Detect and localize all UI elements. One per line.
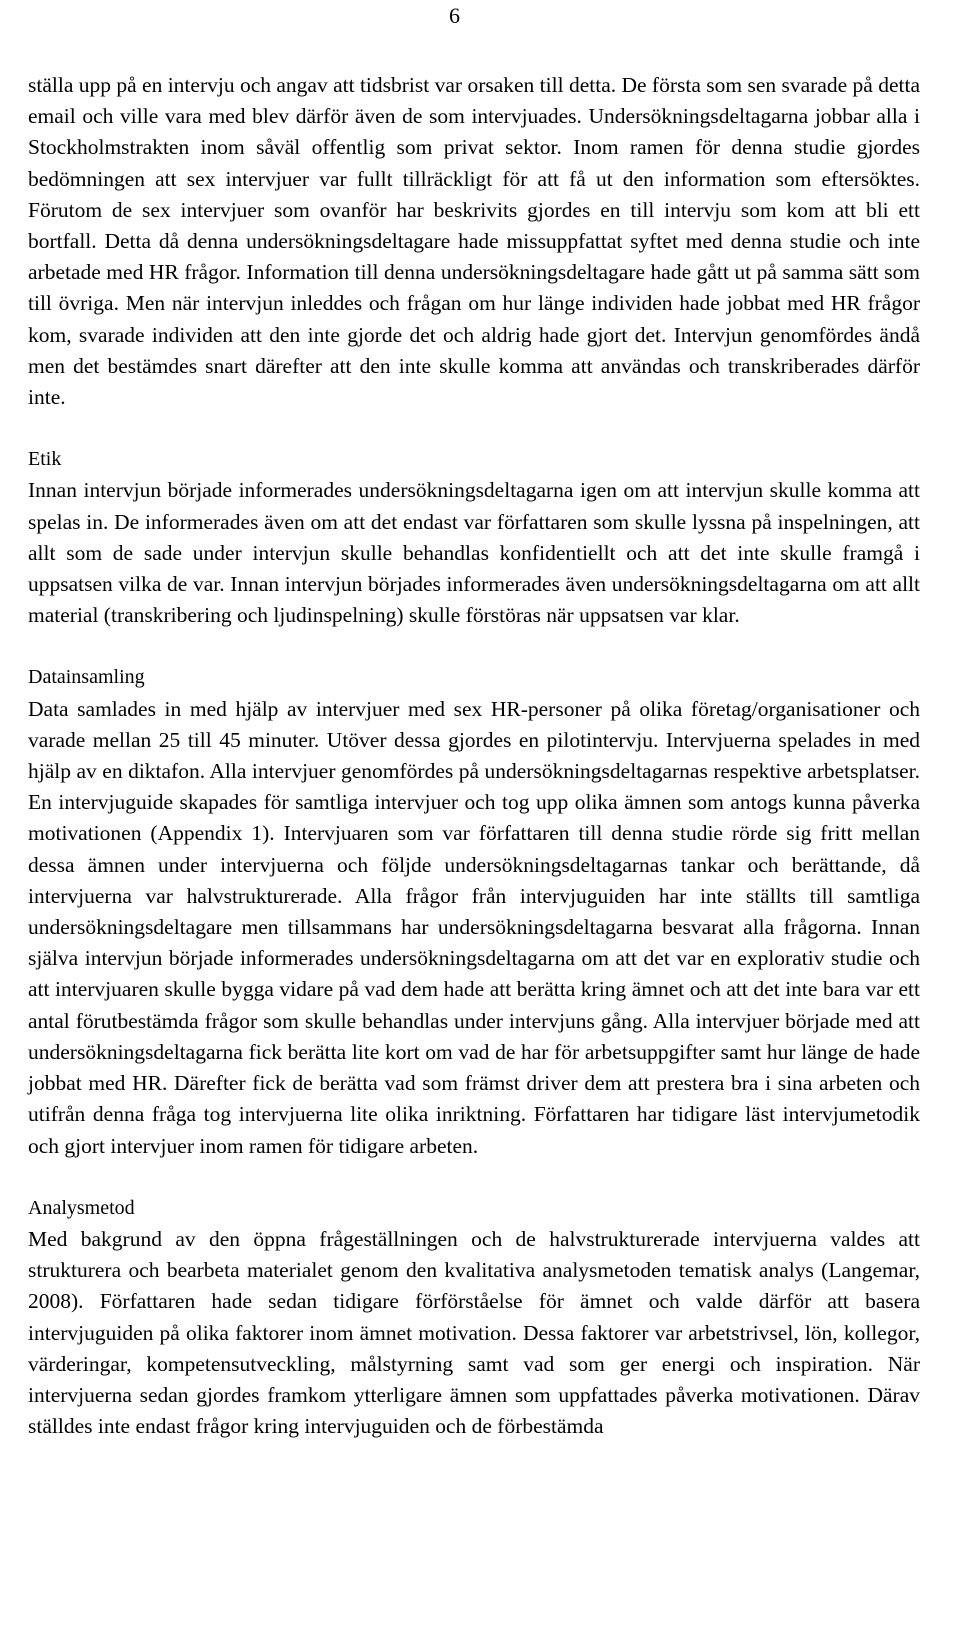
paragraph-datainsamling: Data samlades in med hjälp av intervjuer med sex HR-personer på olika företag/organisationer och varade mellan 25 till 45 minuter. Utöver dessa gjordes en pilotintervju. Intervjuerna spelades in med hjälp av en diktafon. Alla intervjuer genomfördes på undersökningsdeltagarnas respektive arbetsplatser. En intervjuguide skapades för samtliga intervjuer och tog upp olika ämnen som antogs kunna påverka motivationen (Appendix 1). Intervjuaren som var författaren till denna studie rörde sig fritt mellan dessa ämnen under intervjuerna och följde undersökningsdeltagarnas tankar och berättande, då intervjuerna var halvstrukturerade. Alla frågor från intervjuguiden har inte ställts till samtliga undersökningsdeltagare men tillsammans har undersökningsdeltagarna besvarat alla frågorna. Innan själva intervjun började informerades undersökningsdeltagarna om att det var en explorativ studie och att intervjuaren skulle bygga vidare på vad dem hade att berätta kring ämnet och att det inte bara var ett antal förutbestämda frågor som skulle behandlas under intervjuns gång. Alla intervjuer började med att undersökningsdeltagarna fick berätta lite kort om vad de har för arbetsuppgifter samt hur länge de hade jobbat med HR. Därefter fick de berätta vad som främst driver dem att prestera bra i sina arbeten och utifrån denna fråga tog intervjuerna lite olika inriktning. Författaren har tidigare läst intervjumetodik och gjort intervjuer inom ramen för tidigare arbeten. bbox=[28, 696, 920, 1158]
section-heading-datainsamling: Datainsamling bbox=[28, 666, 145, 689]
document-body bbox=[28, 70, 920, 1442]
section-datainsamling bbox=[28, 662, 920, 1161]
paragraph-analysmetod: Med bakgrund av den öppna frågeställningen och de halvstrukturerade intervjuerna valdes att strukturera och bearbeta materialet genom den kvalitativa analysmetoden tematisk analys (Langemar, 2008). Författaren hade sedan tidigare förförståelse för ämnet och valde därför att basera intervjuguiden på olika faktorer inom ämnet motivation. Dessa faktorer var arbetstrivsel, lön, kollegor, värderingar, kompetensutveckling, målstyrning samt vad som ger energi och inspiration. När intervjuerna sedan gjordes framkom ytterligare ämnen som uppfattades påverka motivationen. Därav ställdes inte endast frågor kring intervjuguiden och de förbestämda bbox=[28, 1226, 920, 1439]
section-intro bbox=[28, 70, 920, 413]
page-number: 6 bbox=[449, 3, 460, 28]
section-heading-analysmetod: Analysmetod bbox=[28, 1196, 135, 1219]
section-gap bbox=[28, 631, 920, 662]
section-gap bbox=[28, 413, 920, 444]
section-gap bbox=[28, 1162, 920, 1193]
paragraph-etik: Innan intervjun började informerades undersökningsdeltagarna igen om att intervjun skulle komma att spelas in. De informerades även om att det endast var författaren som skulle lyssna på inspelningen, att allt som de sade under intervjun skulle behandlas konfidentiellt och att det inte skulle framgå i uppsatsen vilka de var. Innan intervjun börjades informerades även undersökningsdeltagarna om att allt material (transkribering och ljudinspelning) skulle förstöras när uppsatsen var klar. bbox=[28, 478, 920, 628]
section-heading-etik: Etik bbox=[28, 448, 62, 471]
section-analysmetod bbox=[28, 1193, 920, 1443]
paragraph-intro: ställa upp på en intervju och angav att tidsbrist var orsaken till detta. De första som sen svarade på detta email och ville vara med blev därför även de som intervjuades. Undersökningsdeltagarna jobbar alla i Stockholmstrakten inom såväl offentlig som privat sektor. Inom ramen för denna studie gjordes bedömningen att sex intervjuer var fullt tillräckligt för att få ut den information som eftersöktes. Förutom de sex intervjuer som ovanför har beskrivits gjordes en till intervju som kom att bli ett bortfall. Detta då denna undersökningsdeltagare hade missuppfattat syftet med denna studie och inte arbetade med HR frågor. Information till denna undersökningsdeltagare hade gått ut på samma sätt som till övriga. Men när intervjun inleddes och frågan om hur länge individen hade jobbat med HR frågor kom, svarade individen att den inte gjorde det och aldrig hade gjort det. Intervjun genomfördes ändå men det bestämdes snart därefter att den inte skulle komma att användas och transkriberades därför inte. bbox=[28, 73, 920, 410]
section-etik bbox=[28, 444, 920, 631]
